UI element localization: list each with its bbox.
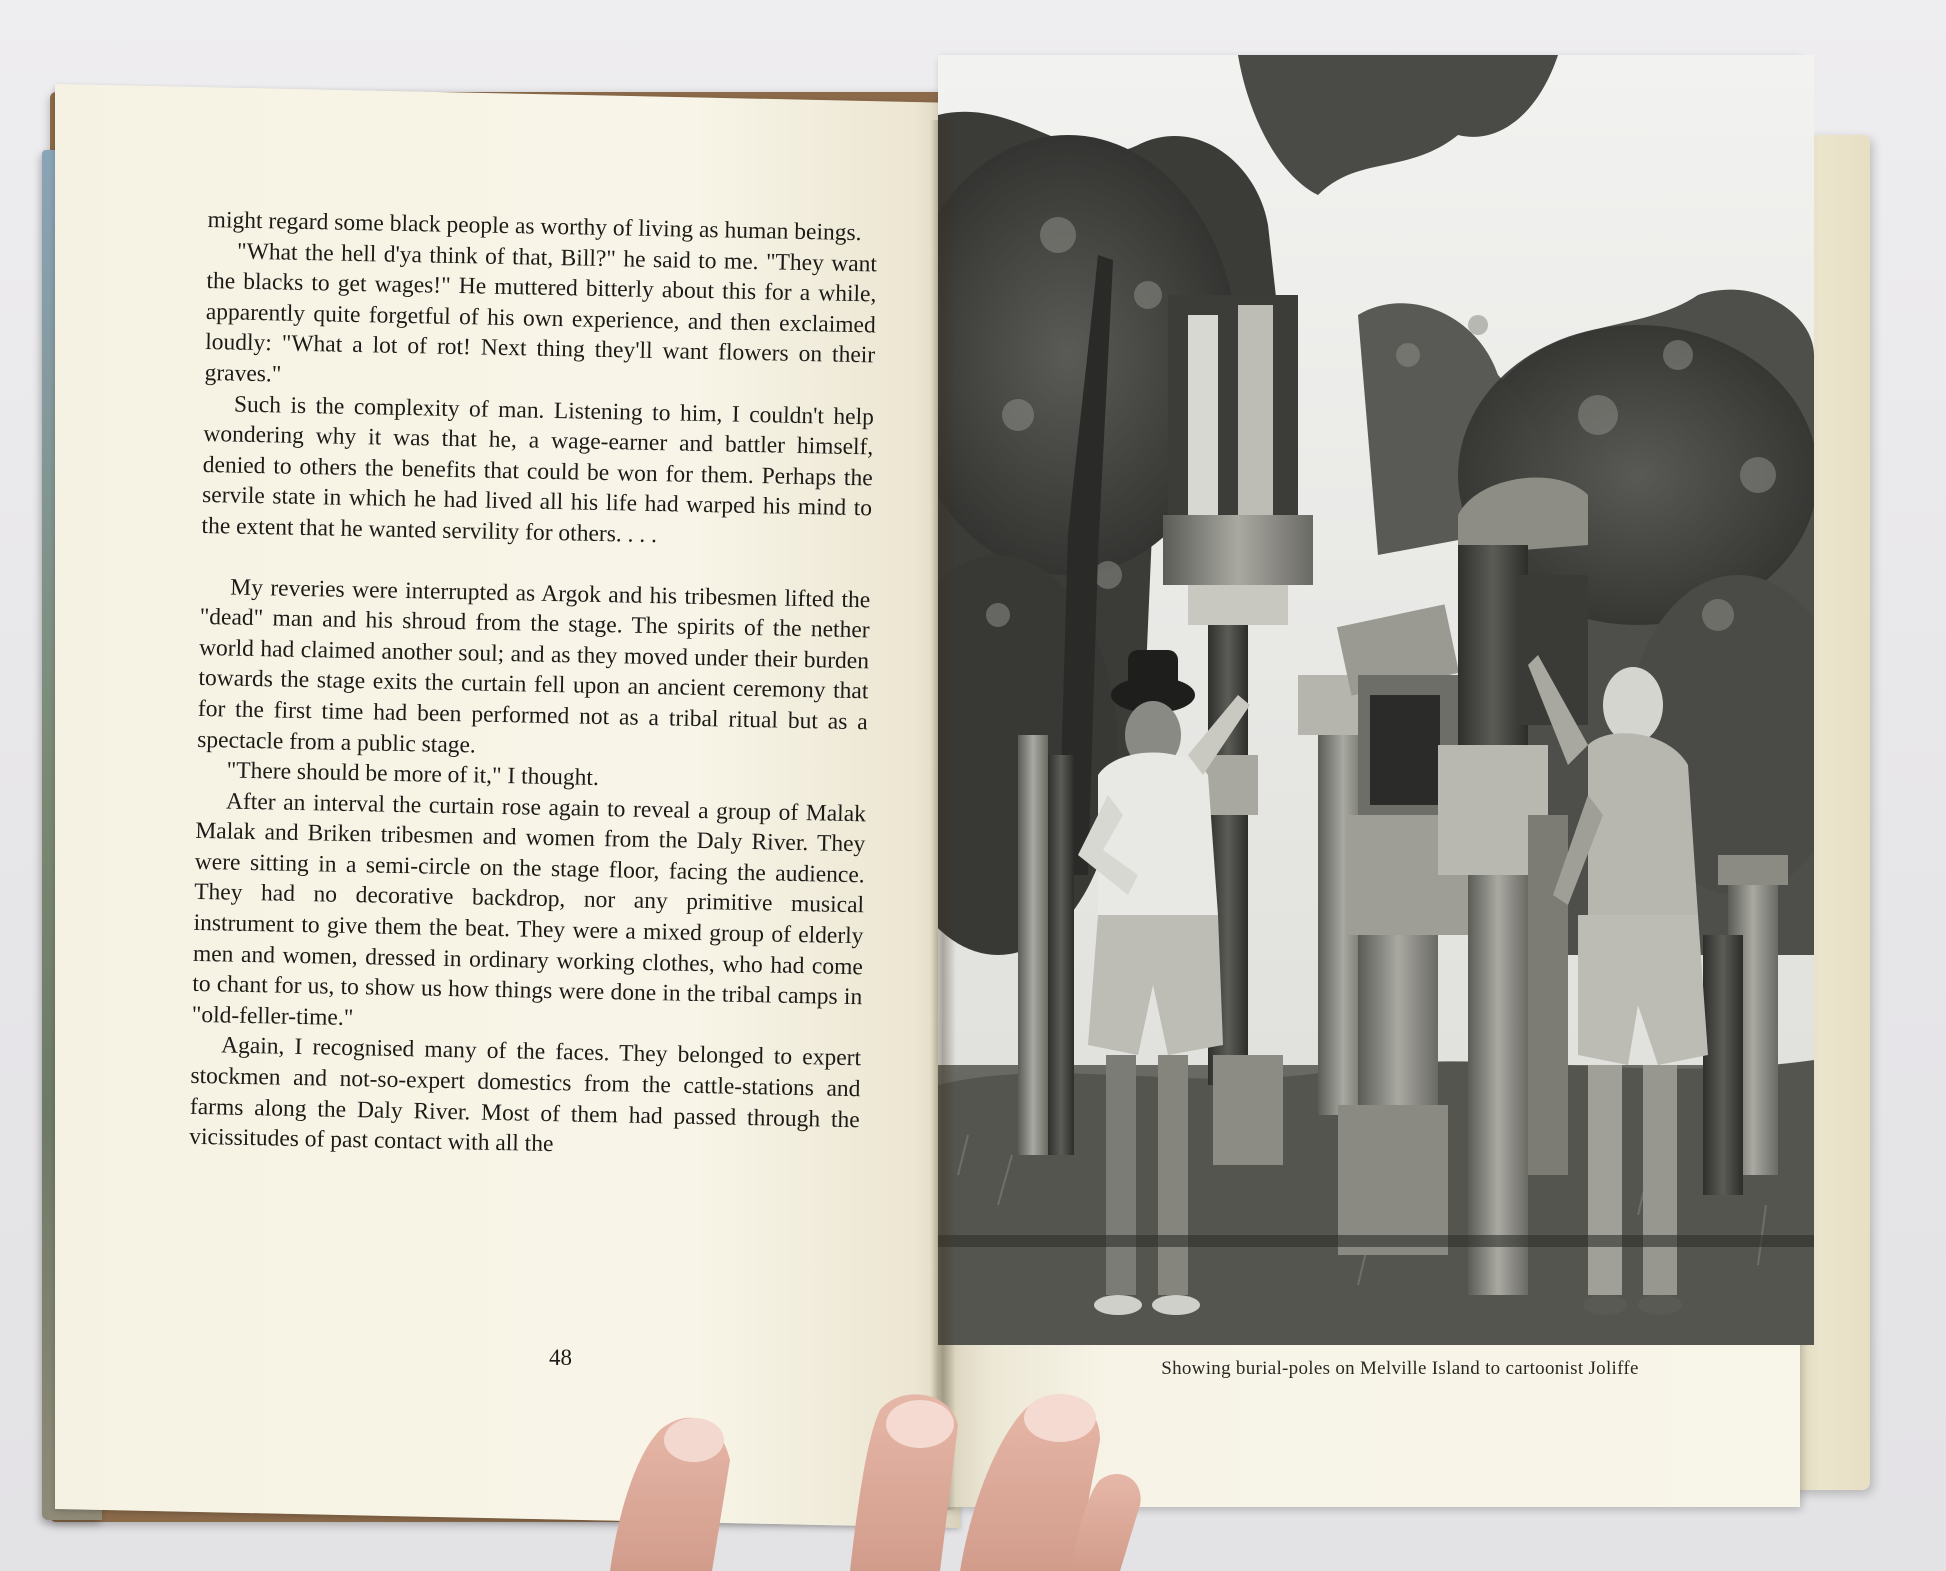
- paragraph: After an interval the curtain rose again to reveal a group of Malak Malak and Briken tribesmen and women from the Daly River. They were sitting in a semi-circle on the stage floor, facing the audience. They had no decorative backdrop, nor any primitive musical instrument to give them the beat. They were a mixed group of elderly men and women, dressed in ordinary working clothes, who had come to chant for us, to show us how things were done in the tribal camps in "old-feller-time.": [191, 788, 867, 1031]
- book-gutter: [930, 120, 956, 1510]
- left-page-text: [189, 205, 878, 1166]
- paragraph: Again, I recognised many of the faces. They belonged to expert stockmen and not-so-expert domestics from the cattle-stations and farms along the Daly River. Most of them had passed through the vicissitudes of past contact with all the: [189, 1032, 862, 1158]
- paragraph: "What the hell d'ya think of that, Bill?" he said to me. "They want the blacks to get wages!" He muttered bitterly about this for a while, apparently quite forgetful of his own experience, and then exclaimed loudly: "What a lot of rot! Next thing they'll want flowers on their graves.": [204, 238, 878, 388]
- paragraph: My reveries were interrupted as Argok and his tribesmen lifted the "dead" man and his shroud from the stage. The spirits of the nether world had claimed another soul; and as they moved under their burden towards the stage exits the curtain fell upon an ancient ceremony that for the first time had been performed not as a tribal ritual but as a spectacle from a public stage.: [197, 574, 871, 758]
- paragraph: "There should be more of it," I thought.: [226, 757, 600, 792]
- page-number: 48: [549, 1345, 572, 1370]
- burial-poles-photograph: [938, 55, 1814, 1345]
- paragraph: might regard some black people as worthy of living as human beings.: [207, 206, 862, 247]
- paragraph: Such is the complexity of man. Listening to him, I couldn't help wondering why it was that he, a wage-earner and battler himself, denied to others the benefits that could be won for them. Perhaps the servile state in which he had lived all his life had warped his mind to the extent that he wanted servility for others. . . .: [201, 391, 875, 549]
- photo-caption: Showing burial-poles on Melville Island to cartoonist Joliffe: [1161, 1358, 1639, 1379]
